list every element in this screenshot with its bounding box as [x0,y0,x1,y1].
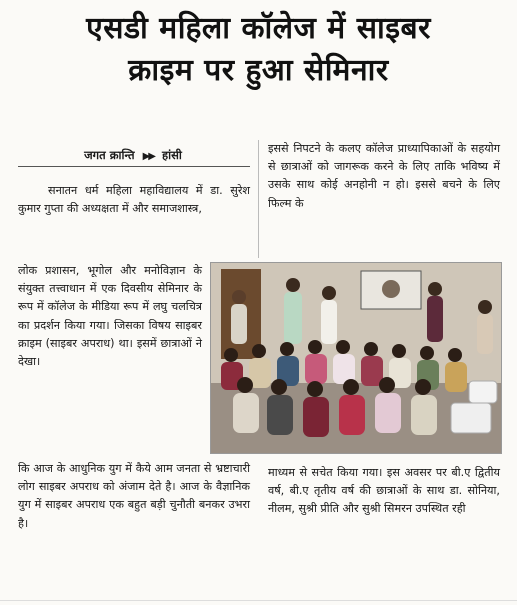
headline-line-2: क्राइम पर हुआ सेमिनार [128,53,389,88]
article-paragraph-right-top: इससे निपटने के कलए कॉलेज प्राध्यापिकाओं के सहयोग से छात्राओं को जागरूक करने के लिए ताकि भविष्य में उसके साथ कोई अनहोनी न हो। इससे बचने के लिए फिल्म के [268,142,500,210]
article-paragraph-right-bottom: माध्यम से सचेत किया गया। इस अवसर पर बी.ए द्वितीय वर्ष, बी.ए तृतीय वर्ष की छात्राओं के साथ डा. सोनिया, नीलम, सुश्री प्रीति और सुश्री सिमरन उपस्थित रही [268,466,500,516]
byline-place: हांसी [162,148,182,162]
seminar-photo-illustration [211,263,501,453]
page-bottom-rule [0,600,517,601]
byline-source: जगत क्रान्ति [84,148,135,162]
byline [18,148,248,163]
byline-divider [18,166,250,167]
article-paragraph-left-mid: लोक प्रशासन, भूगोल और मनोविज्ञान के संयुक्त तत्त्वाधान में एक दिवसीय सेमिनार के रूप में कॉलेज के मीडिया रूप में लघु चलचित्र का प्रदर्शन किया गया। जिसका विषय साइबर क्राइम (साइबर अपराध) था। इसमें छात्राओं ने देखा। [18,264,202,369]
article-paragraph-left-top: सनातन धर्म महिला महाविद्यालय में डा. सुरेश कुमार गुप्ता की अध्यक्षता में और समाजशास्त्र, [18,184,250,216]
headline [0,8,517,92]
seminar-photo [210,262,502,454]
headline-line-1: एसडी महिला कॉलेज में साइबर [86,11,431,46]
article-paragraph-left-bottom: कि आज के आधुनिक युग में कैये आम जनता से भ्रष्टाचारी लोग साइबर अपराध को अंजाम देते है। आज के वैज्ञानिक युग में साइबर अपराध एक बहुत बड़ी चुनौती बनकर उभरा है। [18,462,250,530]
column-divider [258,140,259,258]
double-arrow-icon: ▶▶ [142,151,154,162]
